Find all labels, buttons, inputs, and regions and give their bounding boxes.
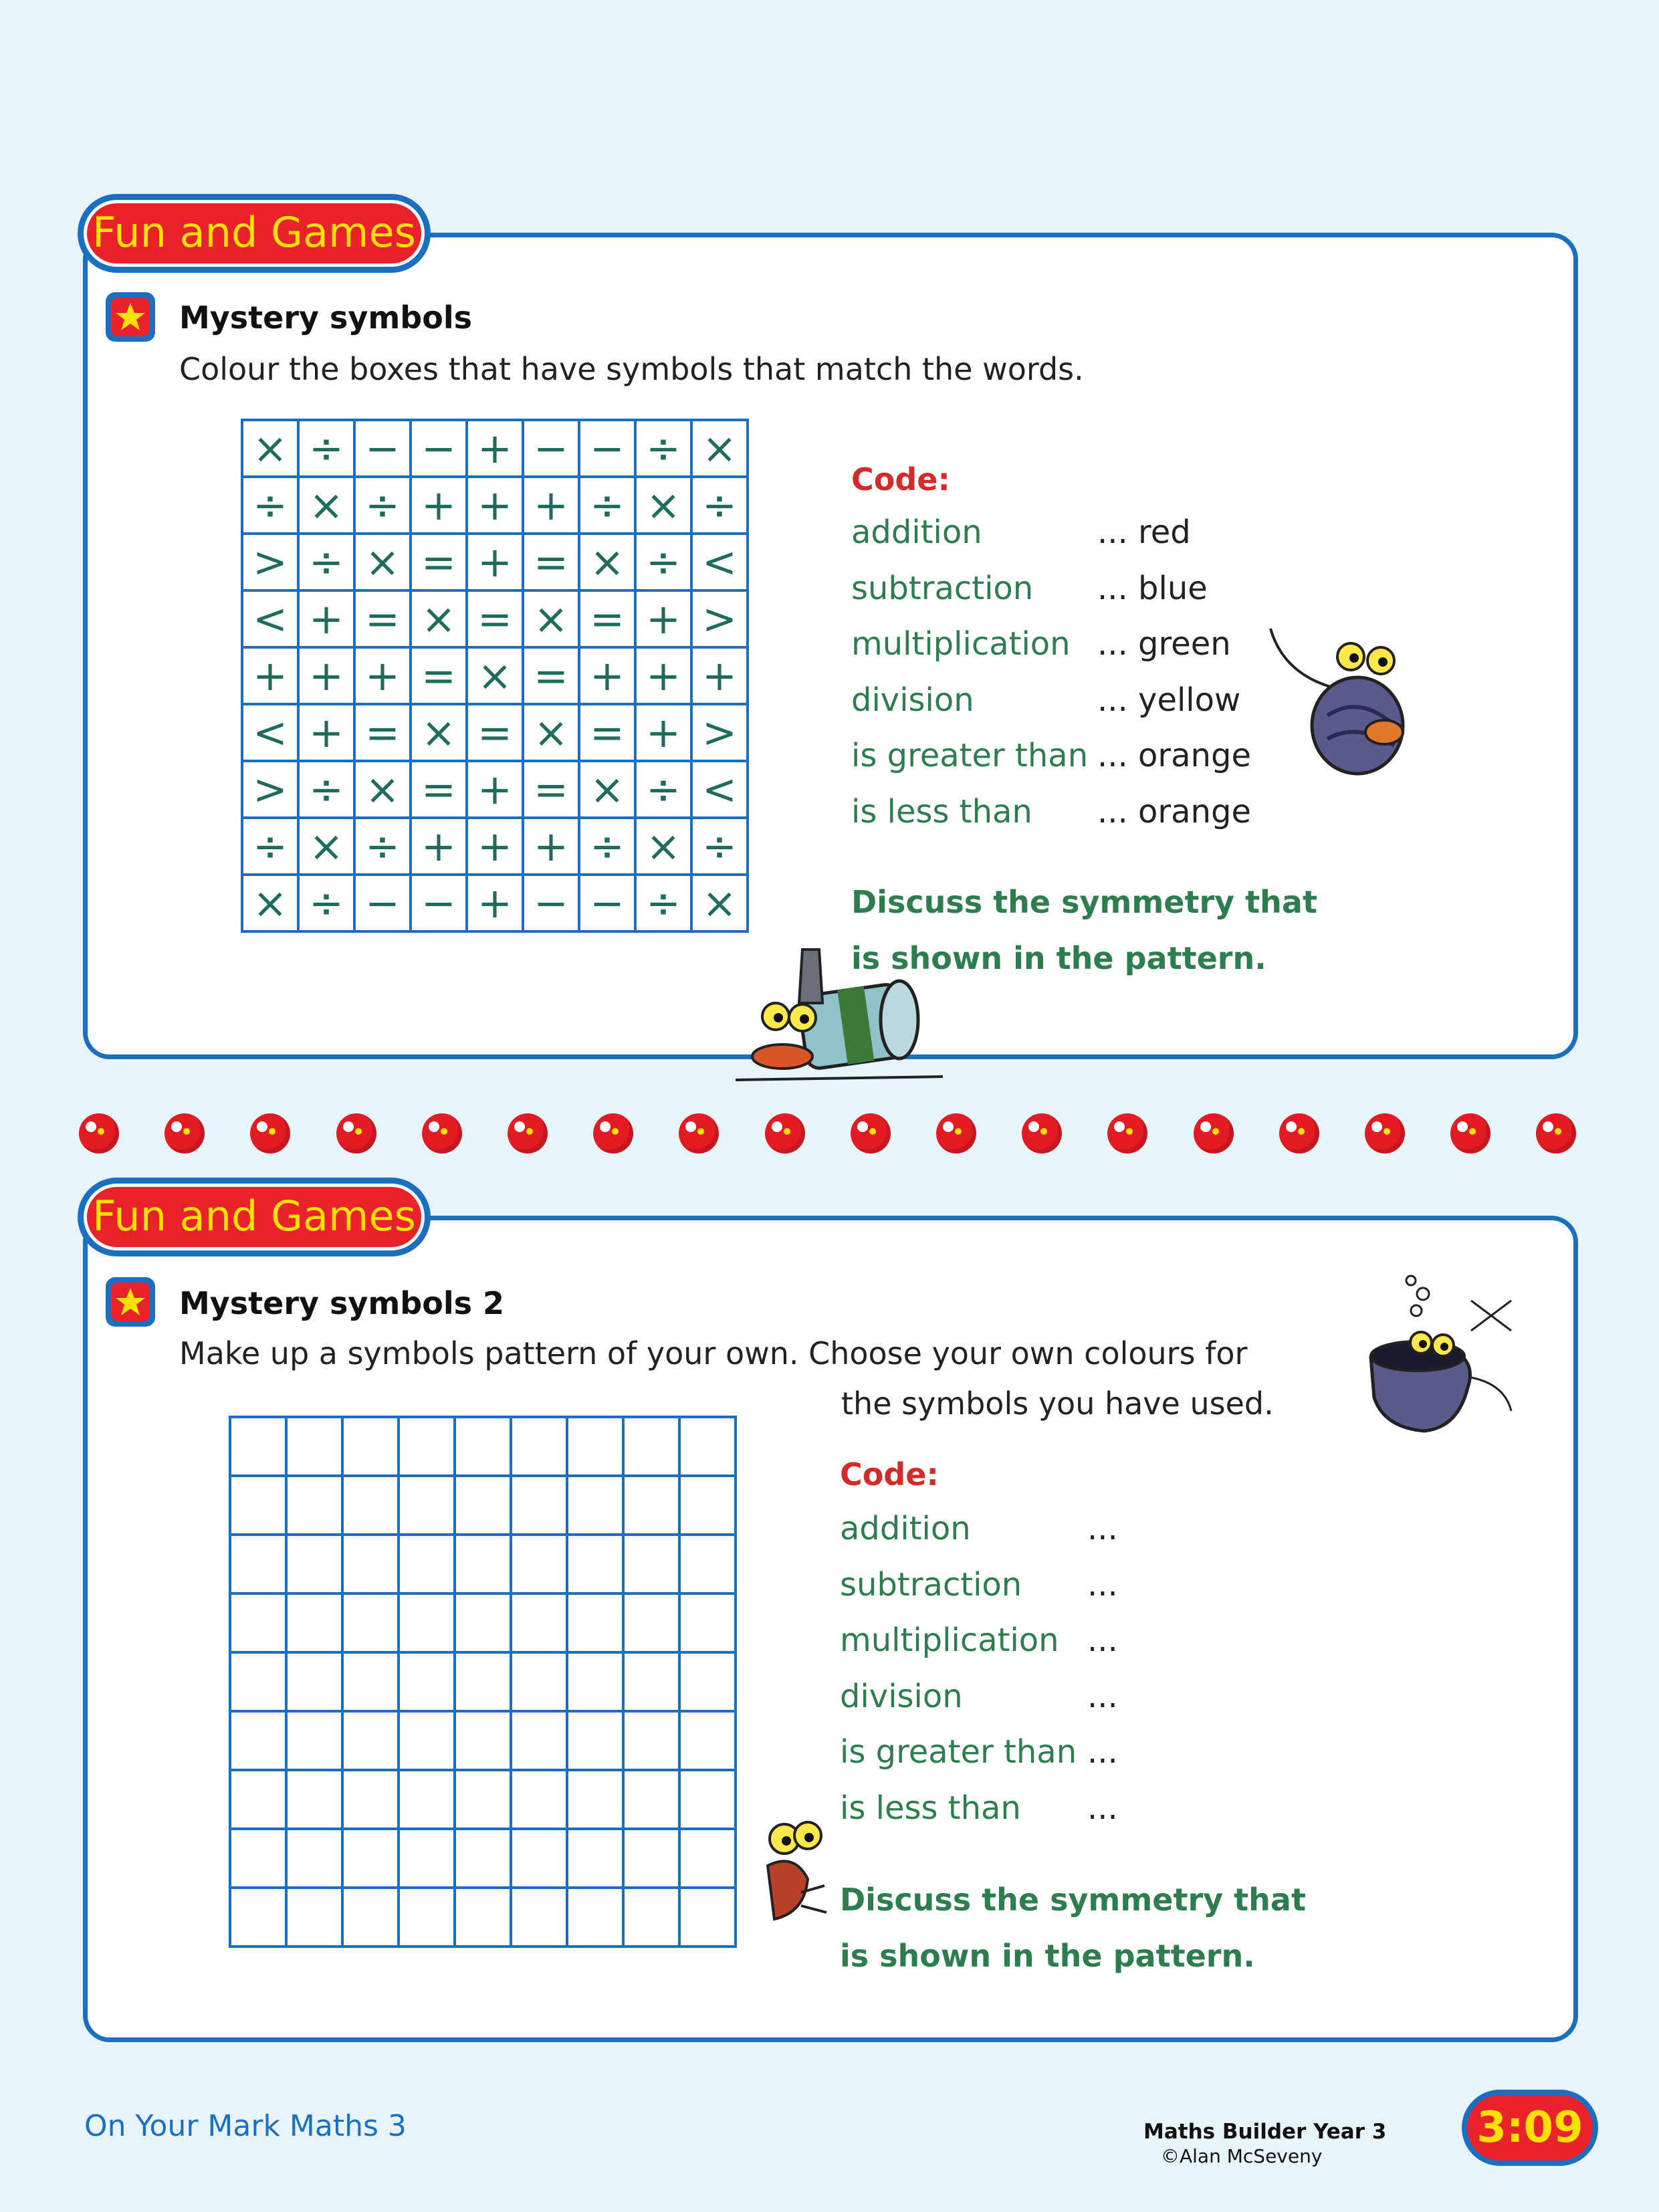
grid-row [230,1711,736,1770]
dot-bullet [593,1113,633,1153]
blank-cell[interactable] [511,1652,567,1711]
grid-cell[interactable]: × [411,704,467,761]
blank-cell[interactable] [567,1829,623,1888]
grid-cell[interactable]: ÷ [635,534,691,590]
dot-bullet [79,1113,119,1153]
grid-cell[interactable]: × [242,875,298,931]
grid-cell[interactable]: − [579,875,635,931]
code-operation: addition [851,514,982,551]
blank-cell[interactable] [342,1888,399,1947]
blank-cell[interactable] [455,1535,511,1593]
page-number-badge [1462,2090,1598,2166]
grid-cell[interactable]: + [467,818,523,875]
grid-cell[interactable]: = [467,704,523,761]
blank-cell[interactable] [286,1593,342,1652]
dot-bullet [936,1113,976,1153]
blank-cell[interactable] [342,1593,399,1652]
grid-cell[interactable]: − [523,875,579,931]
code-operation: is greater than [851,737,1089,774]
grid-cell[interactable]: > [691,590,748,647]
blank-cell[interactable] [567,1476,623,1535]
grid-row [230,1476,736,1535]
blank-cell[interactable] [399,1711,455,1770]
blank-cell[interactable] [230,1417,286,1476]
dot-bullet [508,1113,548,1153]
grid-cell[interactable]: + [467,761,523,818]
grid-row [242,818,748,875]
page-number: 3:09 [1467,2095,1593,2161]
grid-cell[interactable]: + [523,477,579,534]
dot-bullet [1365,1113,1405,1153]
grid-cell[interactable]: + [635,647,691,704]
grid-cell[interactable]: ÷ [298,534,354,590]
grid-cell[interactable]: + [467,875,523,931]
grid-cell[interactable]: ÷ [354,818,411,875]
grid-cell[interactable]: × [298,818,354,875]
grid-row [230,1829,736,1888]
grid-cell[interactable]: − [411,420,467,477]
grid-cell[interactable]: × [411,590,467,647]
grid-cell[interactable]: × [635,477,691,534]
code-operation: division [840,1677,963,1715]
grid-cell[interactable]: − [411,875,467,931]
blank-cell[interactable] [455,1829,511,1888]
blank-cell[interactable] [230,1652,286,1711]
grid-cell[interactable]: × [354,761,411,818]
grid-row [230,1770,736,1829]
blank-cell[interactable] [342,1476,399,1535]
grid-cell[interactable]: − [354,875,411,931]
blank-cell[interactable] [286,1417,342,1476]
grid-cell[interactable]: × [523,704,579,761]
blank-cell[interactable] [399,1593,455,1652]
symbol-grid [241,419,749,933]
grid-cell[interactable]: ÷ [298,875,354,931]
grid-cell[interactable]: × [635,818,691,875]
blank-cell[interactable] [286,1770,342,1829]
code-colour: ... [1087,1789,1118,1827]
grid-row [242,590,748,647]
section-banner-2 [78,1178,431,1256]
code-colour: ... red [1097,514,1191,551]
blank-cell[interactable] [455,1652,511,1711]
dot-bullet [1536,1113,1576,1153]
code-colour: ... orange [1097,792,1251,831]
blank-cell[interactable] [286,1535,342,1593]
grid-cell[interactable]: + [523,818,579,875]
blank-cell[interactable] [342,1417,399,1476]
task-instruction-2b: the symbols you have used. [841,1386,1274,1422]
grid-cell[interactable]: + [298,704,354,761]
blank-cell[interactable] [679,1770,736,1829]
blank-cell[interactable] [455,1476,511,1535]
dot-bullet [250,1113,290,1153]
code-operation: subtraction [851,569,1034,607]
dot-bullet [422,1113,462,1153]
grid-cell[interactable]: = [411,647,467,704]
blank-cell[interactable] [342,1711,399,1770]
code-colour: ... [1087,1622,1118,1659]
blank-cell[interactable] [679,1476,736,1535]
grid-cell[interactable]: × [354,534,411,590]
code-operation: is greater than [840,1733,1077,1771]
grid-cell[interactable]: < [242,590,298,647]
grid-cell[interactable]: × [242,420,298,477]
grid-cell[interactable]: × [579,761,635,818]
grid-cell[interactable]: ÷ [691,818,748,875]
book-title: Maths Builder Year 3 [1143,2120,1387,2144]
blank-cell[interactable] [230,1829,286,1888]
grid-cell[interactable]: + [354,647,411,704]
blank-cell[interactable] [399,1888,455,1947]
grid-cell[interactable]: ÷ [354,477,411,534]
blank-cell[interactable] [623,1652,679,1711]
grid-row [242,875,748,931]
dot-bullet [1450,1113,1490,1153]
grid-cell[interactable]: < [691,761,748,818]
blank-cell[interactable] [399,1417,455,1476]
dot-divider [79,1113,1590,1156]
grid-cell[interactable]: + [635,590,691,647]
blank-cell[interactable] [623,1417,679,1476]
grid-row [242,647,748,704]
grid-row [242,534,748,590]
discuss-text-2 [840,1872,1306,1984]
blank-cell[interactable] [399,1770,455,1829]
grid-row [230,1535,736,1593]
blank-cell[interactable] [230,1770,286,1829]
code-heading-2: Code: [840,1456,939,1492]
grid-cell[interactable]: × [691,875,748,931]
grid-row [230,1593,736,1652]
blank-cell[interactable] [399,1476,455,1535]
grid-cell[interactable]: × [523,590,579,647]
dot-bullet [1279,1113,1319,1153]
blank-cell[interactable] [511,1417,567,1476]
grid-row [230,1417,736,1476]
blank-cell[interactable] [679,1652,736,1711]
blank-cell[interactable] [230,1476,286,1535]
dot-bullet [1194,1113,1234,1153]
grid-cell[interactable]: × [691,420,748,477]
blank-cell[interactable] [342,1770,399,1829]
grid-cell[interactable]: ÷ [579,818,635,875]
banner-label-1: Fun and Games [84,200,425,267]
grid-cell[interactable]: + [298,647,354,704]
grid-cell[interactable]: ÷ [635,875,691,931]
blank-cell[interactable] [230,1711,286,1770]
code-operation: is less than [851,792,1032,831]
blank-cell[interactable] [623,1711,679,1770]
grid-cell[interactable]: < [242,704,298,761]
blank-cell[interactable] [399,1652,455,1711]
code-colour: ... [1087,1565,1118,1603]
dot-bullet [765,1113,805,1153]
blank-cell[interactable] [455,1888,511,1947]
code-operation: multiplication [840,1622,1059,1659]
grid-cell[interactable]: > [242,534,298,590]
blank-grid[interactable] [229,1416,737,1948]
blank-cell[interactable] [342,1652,399,1711]
blank-cell[interactable] [567,1417,623,1476]
blank-cell[interactable] [679,1888,736,1947]
blank-cell[interactable] [230,1535,286,1593]
discuss-line-2: is shown in the pattern. [840,1938,1255,1974]
blank-cell[interactable] [511,1888,567,1947]
grid-cell[interactable]: = [579,590,635,647]
blank-cell[interactable] [567,1593,623,1652]
blank-cell[interactable] [455,1770,511,1829]
grid-cell[interactable]: ÷ [242,477,298,534]
star-icon [112,1284,148,1320]
code-colour: ... yellow [1097,681,1241,719]
blank-cell[interactable] [455,1593,511,1652]
grid-cell[interactable]: × [467,647,523,704]
grid-cell[interactable]: = [579,704,635,761]
task-instruction-2a: Make up a symbols pattern of your own. Choose your own colours for [179,1335,1248,1371]
blank-cell[interactable] [230,1888,286,1947]
task-instruction-1: Colour the boxes that have symbols that match the words. [179,351,1084,387]
section-banner-1 [78,194,431,273]
blank-cell[interactable] [455,1417,511,1476]
blank-cell[interactable] [679,1535,736,1593]
grid-cell[interactable]: = [467,590,523,647]
blank-cell[interactable] [511,1476,567,1535]
grid-cell[interactable]: + [411,477,467,534]
hermit-crab-peeking-illustration [754,1805,828,1932]
grid-cell[interactable]: = [523,761,579,818]
dot-bullet [164,1113,205,1153]
blank-cell[interactable] [679,1593,736,1652]
blank-cell[interactable] [286,1888,342,1947]
blank-cell[interactable] [623,1476,679,1535]
grid-row [242,477,748,534]
blank-cell[interactable] [567,1652,623,1711]
code-colour: ... [1087,1510,1118,1547]
banner-label-2: Fun and Games [84,1184,425,1250]
grid-cell[interactable]: ÷ [242,818,298,875]
hermit-crab-in-can-illustration [729,943,956,1097]
blank-cell[interactable] [623,1829,679,1888]
hermit-crab-illustration [1264,615,1431,782]
code-colour: ... green [1097,625,1231,663]
dot-bullet [851,1113,891,1153]
discuss-line-2: is shown in the pattern. [851,940,1266,976]
blank-cell[interactable] [679,1829,736,1888]
task-title-1: Mystery symbols [179,300,472,336]
grid-cell[interactable]: + [635,704,691,761]
grid-cell[interactable]: = [523,647,579,704]
blank-cell[interactable] [623,1770,679,1829]
grid-cell[interactable]: ÷ [635,761,691,818]
blank-cell[interactable] [342,1535,399,1593]
blank-cell[interactable] [623,1535,679,1593]
blank-cell[interactable] [511,1770,567,1829]
grid-cell[interactable]: ÷ [298,420,354,477]
grid-cell[interactable]: ÷ [635,420,691,477]
grid-row [242,704,748,761]
discuss-line-1: Discuss the symmetry that [840,1882,1306,1918]
grid-cell[interactable]: − [354,420,411,477]
blank-cell[interactable] [567,1770,623,1829]
blank-cell[interactable] [286,1829,342,1888]
blank-cell[interactable] [342,1829,399,1888]
code-operation: addition [840,1510,971,1547]
code-colour: ... [1087,1733,1118,1771]
series-title: On Your Mark Maths 3 [84,2109,407,2143]
blank-cell[interactable] [511,1711,567,1770]
hermit-crab-shell-illustration [1344,1270,1531,1458]
grid-row [230,1652,736,1711]
grid-cell[interactable]: = [411,761,467,818]
grid-cell[interactable]: ÷ [298,761,354,818]
code-operation: subtraction [840,1565,1022,1603]
grid-cell[interactable]: ÷ [579,477,635,534]
grid-cell[interactable]: = [523,534,579,590]
grid-cell[interactable]: + [298,590,354,647]
dot-bullet [1107,1113,1147,1153]
grid-cell[interactable]: × [579,534,635,590]
code-operation: multiplication [851,625,1071,663]
blank-cell[interactable] [567,1535,623,1593]
code-colour: ... [1087,1677,1118,1715]
grid-cell[interactable]: + [411,818,467,875]
code-colour: ... blue [1097,569,1208,607]
grid-cell[interactable]: + [467,534,523,590]
blank-cell[interactable] [623,1593,679,1652]
blank-cell[interactable] [399,1535,455,1593]
grid-cell[interactable]: + [579,647,635,704]
code-operation: is less than [840,1789,1021,1827]
star-badge-2 [106,1277,155,1327]
dot-bullet [1022,1113,1062,1153]
grid-cell[interactable]: + [467,420,523,477]
blank-cell[interactable] [511,1593,567,1652]
blank-cell[interactable] [286,1711,342,1770]
blank-cell[interactable] [679,1711,736,1770]
grid-cell[interactable]: × [298,477,354,534]
blank-cell[interactable] [511,1829,567,1888]
code-operation: division [851,681,974,719]
blank-cell[interactable] [567,1711,623,1770]
grid-cell[interactable]: = [354,590,411,647]
grid-row [230,1888,736,1947]
blank-cell[interactable] [679,1417,736,1476]
code-heading-1: Code: [851,461,950,497]
code-colour: ... orange [1097,737,1251,774]
grid-cell[interactable]: < [691,534,748,590]
grid-cell[interactable]: > [691,704,748,761]
grid-cell[interactable]: − [523,420,579,477]
dot-bullet [336,1113,376,1153]
grid-cell[interactable]: = [411,534,467,590]
grid-cell[interactable]: + [467,477,523,534]
blank-cell[interactable] [286,1652,342,1711]
blank-cell[interactable] [511,1535,567,1593]
blank-cell[interactable] [455,1711,511,1770]
dot-bullet [679,1113,719,1153]
copyright: ©Alan McSeveny [1161,2145,1323,2167]
grid-cell[interactable]: + [691,647,748,704]
blank-cell[interactable] [399,1829,455,1888]
grid-row [242,420,748,477]
grid-cell[interactable]: − [579,420,635,477]
star-icon [112,299,148,335]
star-badge-1 [106,292,155,342]
grid-cell[interactable]: > [242,761,298,818]
blank-cell[interactable] [230,1593,286,1652]
task-title-2: Mystery symbols 2 [179,1285,505,1321]
grid-cell[interactable]: = [354,704,411,761]
blank-cell[interactable] [286,1476,342,1535]
discuss-line-1: Discuss the symmetry that [851,884,1317,920]
grid-cell[interactable]: ÷ [691,477,748,534]
blank-cell[interactable] [567,1888,623,1947]
grid-row [242,761,748,818]
blank-cell[interactable] [623,1888,679,1947]
grid-cell[interactable]: + [242,647,298,704]
